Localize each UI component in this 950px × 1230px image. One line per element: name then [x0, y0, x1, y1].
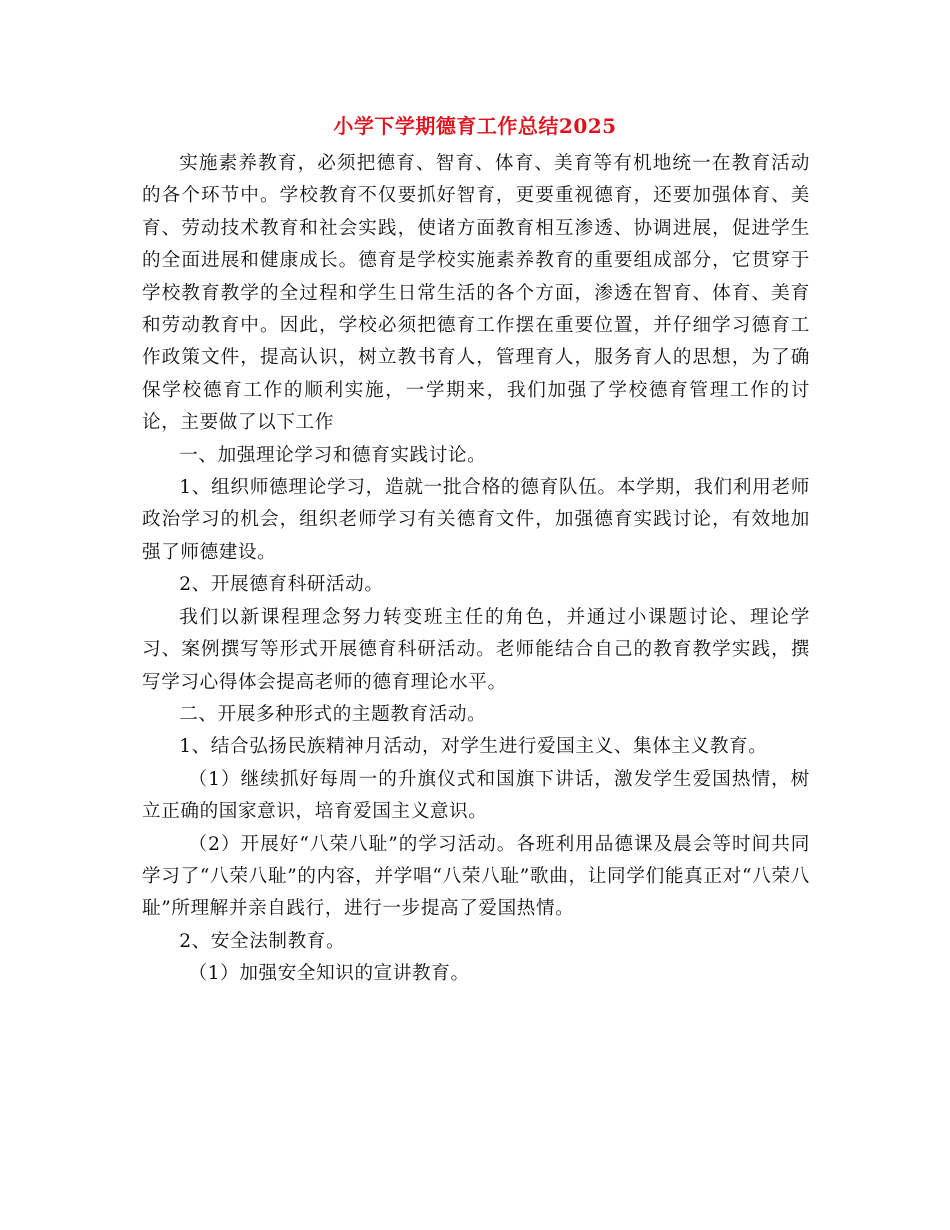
- section-heading-1: 一、加强理论学习和德育实践讨论。: [179, 444, 487, 466]
- document-body: [142, 148, 810, 991]
- paragraph-intro: 实施素养教育，必须把德育、智育、体育、美育等有机地统一在教育活动的各个环节中。学校教育不仅要抓好智育，更要重视德育，还要加强体育、美育、劳动技术教育和社会实践，使诸方面教育相互渗透、协调进展，促进学生的全面进展和健康成长。德育是学校实施素养教育的重要组成部分，它贯穿于学校教育教学的全过程和学生日常生活的各个方面，渗透在智育、体育、美育和劳动教育中。因此，学校必须把德育工作摆在重要位置，并仔细学习德育工作政策文件，提高认识，树立教书育人，管理育人，服务育人的思想，为了确保学校德育工作的顺利实施，一学期来，我们加强了学校德育管理工作的讨论，主要做了以下工作: [142, 153, 810, 434]
- paragraph-item-1-1: 1、组织师德理论学习，造就一批合格的德育队伍。本学期，我们利用老师政治学习的机会，组织老师学习有关德育文件，加强德育实践讨论，有效地加强了师德建设。: [142, 477, 810, 563]
- paragraph-item-1-2-body: 我们以新课程理念努力转变班主任的角色，并通过小课题讨论、理论学习、案例撰写等形式开展德育科研活动。老师能结合自己的教育教学实践，撰写学习心得体会提高老师的德育理论水平。: [142, 606, 810, 693]
- paragraph-item-2-2: 2、安全法制教育。: [179, 930, 346, 952]
- paragraph-subitem-2-2-1: （1）加强安全知识的宣讲教育。: [188, 963, 470, 985]
- paragraph-item-2-1: 1、结合弘扬民族精神月活动，对学生进行爱国主义、集体主义教育。: [179, 736, 768, 758]
- section-heading-2: 二、开展多种形式的主题教育活动。: [179, 703, 487, 725]
- paragraph-subitem-2-1-2: （2）开展好“八荣八耻”的学习活动。各班利用品德课及晨会等时间共同学习了“八荣八耻”的内容，并学唱“八荣八耻”歌曲，让同学们能真正对“八荣八耻”所理解并亲自践行，进行一步提高了爱国热情。: [142, 833, 810, 920]
- document-title: 小学下学期德育工作总结2025: [333, 114, 617, 138]
- paragraph-item-1-2: 2、开展德育科研活动。: [179, 574, 384, 596]
- paragraph-subitem-2-1-1: （1）继续抓好每周一的升旗仪式和国旗下讲话，激发学生爱国热情，树立正确的国家意识，培育爱国主义意识。: [142, 768, 810, 823]
